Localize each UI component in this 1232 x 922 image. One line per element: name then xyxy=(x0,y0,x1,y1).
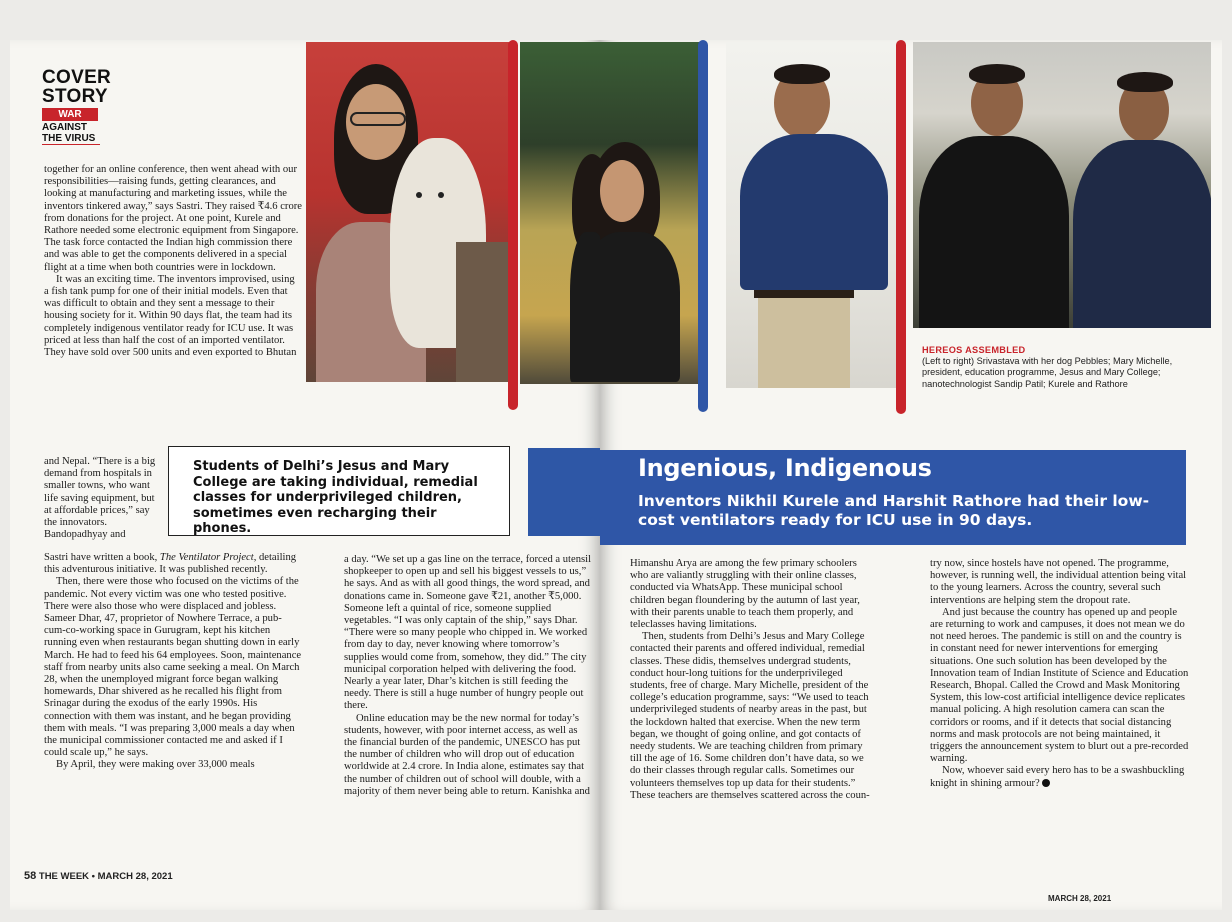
photo-shirt xyxy=(919,136,1069,328)
paragraph: and Nepal. “There is a big demand from hospitals in smaller towns, who want life saving equipment, but at affordable prices,” say the innovators. Bandopadhyay and xyxy=(44,456,156,541)
photo-mary-michelle-right xyxy=(600,42,700,384)
article-column-2 xyxy=(344,554,592,798)
headline-subtitle: Inventors Nikhil Kurele and Harshit Rathore had their low-cost ventilators ready for ICU use in 90 days. xyxy=(638,492,1150,529)
end-mark-icon xyxy=(1042,779,1050,787)
photo-shirt xyxy=(1073,140,1211,328)
photo-hair xyxy=(969,64,1025,84)
photo-background xyxy=(456,242,516,382)
paragraph: Sastri have written a book, The Ventilator Project, detailing this adventurous initiative. It was published recently. xyxy=(44,552,297,576)
blue-divider-bar xyxy=(698,40,708,412)
photo-face xyxy=(600,160,644,222)
red-divider-bar xyxy=(896,40,906,414)
photo-mary-michelle-left xyxy=(520,42,600,384)
paragraph: together for an online conference, then went ahead with our responsibilities—raising funds, getting clearances, and looking at manufacturing and marketing issues, while the inventors tinkered away,” says Sastri. They raised ₹4.6 crore from donations for the project. At one point, Kurele and Rathore needed some electronic equipment from Singapore. The task force contacted the Indian high commission there and was able to get the components delivered in a special flight at a time when both countries were in lockdown. xyxy=(44,164,302,273)
right-page xyxy=(600,40,1222,910)
photo-clothes xyxy=(570,232,600,382)
paragraph: By April, they were making over 33,000 meals xyxy=(56,759,255,771)
photo-caption xyxy=(922,345,1202,390)
photo-hair xyxy=(1117,72,1173,92)
badge-tag-sub2: THE VIRUS xyxy=(42,133,96,144)
paragraph: a day. “We set up a gas line on the terrace, forced a utensil shopkeeper to open up and sell his biggest vessels to us,” he says. And as with all good things, the word spread, and donations came in. Someone gave ₹21, another ₹5,000. Someone left a quintal of rice, someone supplied vegetables. “I was only captain of the ship,” says Dhar. “There were so many people who chipped in. We worked from day to day, never knowing where tomorrow’s supplies would come from, somehow, they did.” The city municipal corporation helped with delivering the food. Nearly a year later, Dhar’s kitchen is still feeding the needy. There is still a huge number of hungry people out there. xyxy=(344,554,592,712)
headline-box xyxy=(600,450,1186,545)
photo-clothes xyxy=(600,232,680,382)
photo-belt xyxy=(754,290,854,298)
badge-line2: STORY xyxy=(42,86,108,107)
badge-tag: WAR xyxy=(42,108,98,121)
paragraph: It was an exciting time. The inventors improvised, using a fish tank pump for one of their initial models. Even that was difficult to obtain and they sent a message to their housing society for it. Within 90 days flat, the team had its completely indigenous ventilator ready for ICU use. It was priced at less than half the cost of an imported ventilator. They have sold over 500 units and even exported to Bhutan xyxy=(44,273,297,359)
badge-tag-sub1: AGAINST xyxy=(42,122,87,133)
folio-right: MARCH 28, 2021 xyxy=(1048,894,1112,903)
paragraph: Then, students from Delhi’s Jesus and Mary College contacted their parents and offered individual, remedial classes. These didis, themselves undergrad students, conduct hour-long tuitions for the underprivileged students, free of charge. Mary Michelle, president of the college’s education programme, says: “We used to teach underprivileged students of nearby areas in the past, but the lockdown halted that exercise. When the new term began, we thought of going online, and got contacts of needy students. We are teaching children from primary till the age of 16. Some children don’t have data, so we do their classes through regular calls. Sometimes our volunteers themselves top up data for their students.” These teachers are themselves scattered across the coun- xyxy=(630,631,870,801)
article-column-1-bottom xyxy=(44,552,302,772)
headline-title: Ingenious, Indigenous xyxy=(638,454,932,482)
blue-accent-block xyxy=(528,448,600,536)
book-title: The Ventilator Project xyxy=(159,552,254,563)
paragraph: And just because the country has opened up and people are returning to work and campuses, it does not mean we do not need heroes. The pandemic is still on and the country is in constant need for newer interventions for emerging situations. One such solution has been developed by the Innovation team of Indian Institute of Science and Education Research, Bhopal. Called the Crowd and Mask Monitoring System, this low-cost artificial intelligence device replicates manual policing. A high resolution camera can scan the corridors or rooms, and if it detects that social distancing norms and mask protocols are not being maintained, it triggers the announcement system to blurt out a pre-recorded warning. xyxy=(930,606,1189,765)
article-column-3 xyxy=(630,558,876,802)
photo-woman-with-dog xyxy=(306,42,516,382)
paragraph: Online education may be the new normal for today’s students, however, with poor internet access, as well as the financial burden of the pandemic, UNESCO has put the number of children who will drop out of education worldwide at 2.4 crore. In India alone, estimates say that the number of children out of school will double, with a majority of them never being able to return. Kanishka and xyxy=(344,712,590,797)
dog-eye xyxy=(416,192,422,198)
paragraph: Then, there were those who focused on the victims of the pandemic. Not every victim was one who tested positive. There were also those who were displaced and jobless. Sameer Dhar, 47, proprietor of Nowhere Terrace, a pub-cum-co-working space in Gurugram, kept his kitchen running even when restaurants began shutting down in early March. He had to feed his 64 employees. Soon, maintenance staff from nearby units also came seeking a meal. On March 28, when the unemployed migrant force began walking homewards, Dhar shivered as he recalled his flight from Srinagar during the exodus of the early 1990s. His connection with them was instant, and he began providing them with meals. “I was preparing 3,000 meals a day when the municipal commissioner contacted me and asked if I could scale up,” he says. xyxy=(44,576,302,759)
photo-kurele-and-rathore xyxy=(913,42,1211,328)
badge-line1: COVER xyxy=(42,67,112,88)
photo-shirt xyxy=(740,134,888,290)
dog-eye xyxy=(438,192,444,198)
left-page xyxy=(10,40,600,910)
article-column-4 xyxy=(930,558,1192,790)
caption-title: HEREOS ASSEMBLED xyxy=(922,345,1026,355)
article-column-1-narrow xyxy=(44,456,160,541)
cover-story-badge xyxy=(42,68,112,145)
badge-tag-sub xyxy=(42,122,100,145)
article-column-1 xyxy=(44,164,302,359)
folio-text: THE WEEK • MARCH 28, 2021 xyxy=(38,871,173,882)
photo-sandip-patil xyxy=(726,42,902,388)
paragraph: Himanshu Arya are among the few primary schoolers who are valiantly struggling with their online classes, conducted via WhatsApp. These municipal school children began floundering by the autumn of last year, with their parents unable to teach them properly, and teleclasses having limitations. xyxy=(630,558,860,631)
photo-trousers xyxy=(758,298,850,388)
photo-hair xyxy=(774,64,830,84)
page-number: 58 xyxy=(24,870,37,882)
paragraph: try now, since hostels have not opened. The programme, however, is running well, the individual attention being vital to the young learners. Across the country, several such interventions are helping stem the dropout rate. xyxy=(930,558,1187,606)
glasses-icon xyxy=(350,112,406,126)
red-divider-bar xyxy=(508,40,518,410)
folio-left xyxy=(24,870,173,882)
paragraph: Now, whoever said every hero has to be a swashbuckling knight in shining armour? xyxy=(930,765,1185,789)
pull-quote: Students of Delhi’s Jesus and Mary College are taking individual, remedial classes for underprivileged children, sometimes even recharging their phones. xyxy=(168,446,510,536)
caption-text: (Left to right) Srivastava with her dog Pebbles; Mary Michelle, president, education programme, Jesus and Mary College; nanotechnologist Sandip Patil; Kurele and Rathore xyxy=(922,356,1173,389)
